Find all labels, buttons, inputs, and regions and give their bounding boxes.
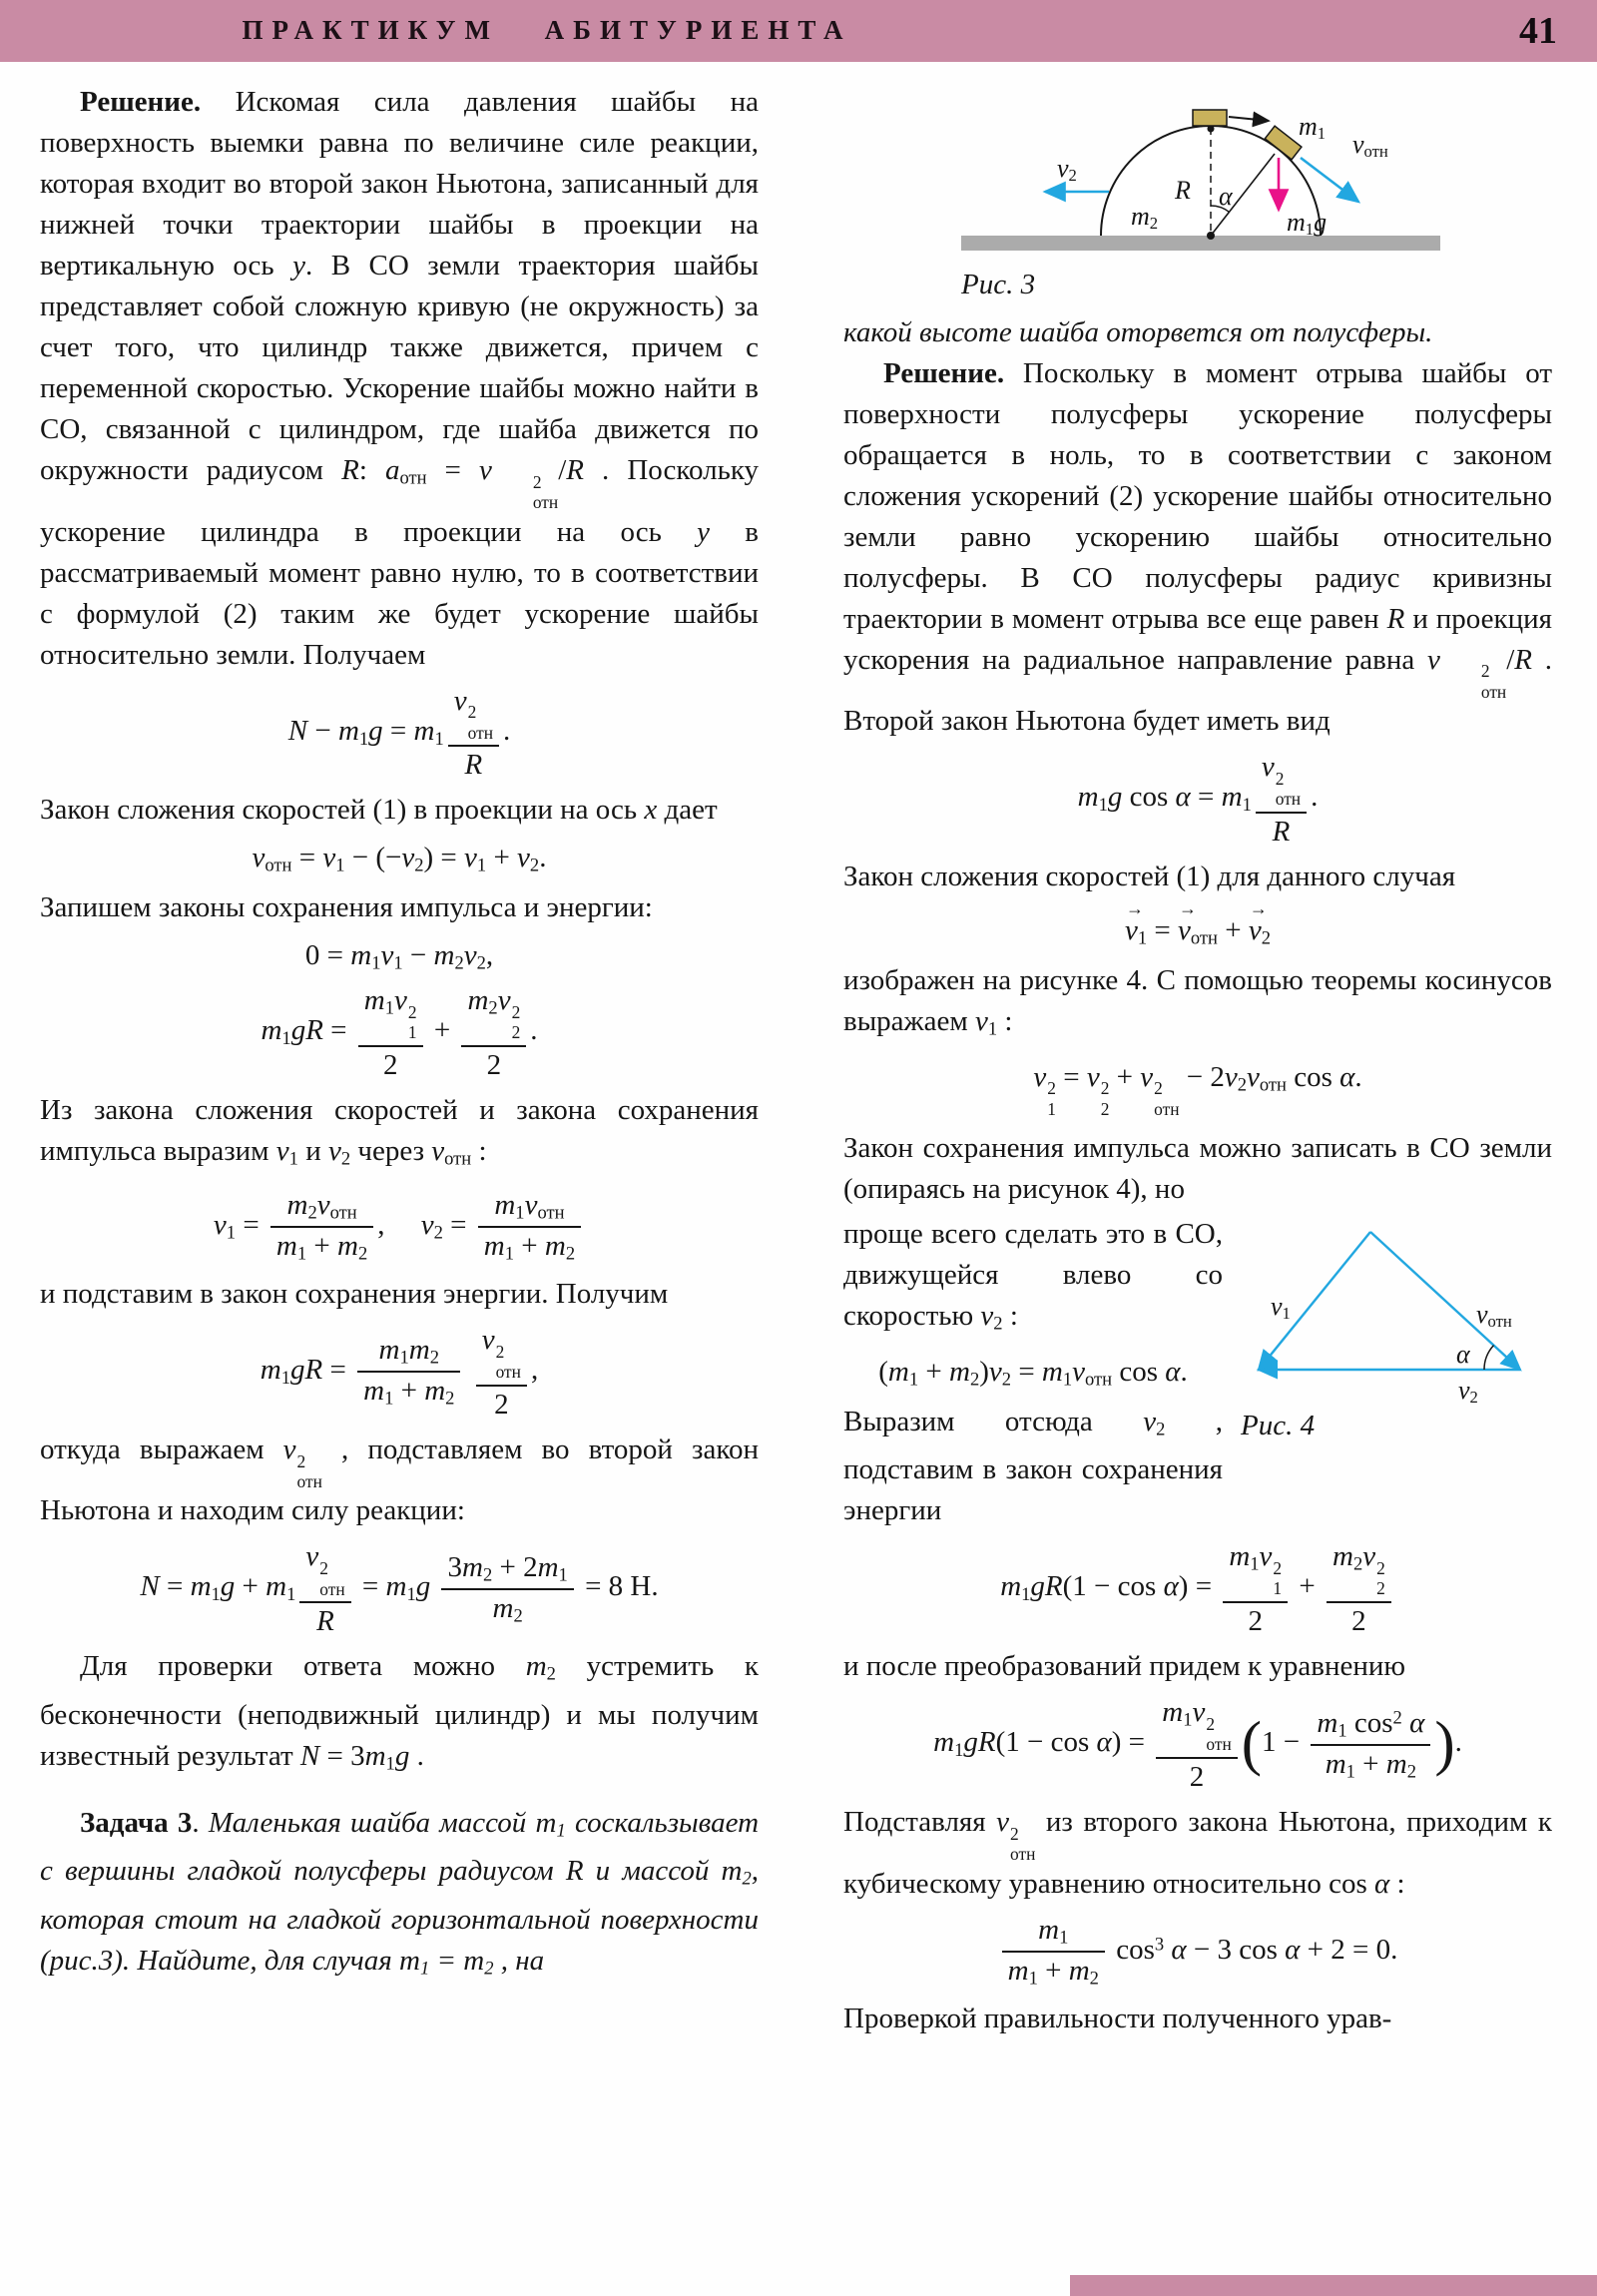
formula-momentum-conservation: $0 = m_1v_1 - m_2v_2$, [304, 939, 494, 974]
fig3-label-alpha: α [1219, 182, 1233, 211]
formula-transformed-equation: $m_1gR(1 - \cos \alpha)$ = $m_1v$ 2 отн 2 (1 − $\frac{m_1 \cos^2 \alpha}{m_1 + m_2}$ ). [933, 1696, 1462, 1793]
ground [961, 236, 1440, 251]
fig4-label-v1: $v_1$ [1271, 1292, 1291, 1324]
verification-paragraph: Для проверки ответа можно $m_2$ устремить к бесконечности (неподвижный цилиндр) и мы получим известный результат $N = 3m_1g$ . [40, 1650, 759, 1775]
fig3-label-R: R [1175, 176, 1191, 205]
left-column [40, 82, 759, 2039]
formula-newton-second-law: $N - m_1g = m_1$ v 2 отн R . [287, 684, 511, 781]
substitute-energy-paragraph: и подставим в закон сохранения энергии. Получим [40, 1278, 669, 1310]
velocity-addition-paragraph: Закон сложения скоростей (1) в проекции на ось x дает [40, 794, 718, 827]
figure-3-caption: Рис. 3 [961, 269, 1036, 300]
row-text [843, 1214, 1223, 1531]
fig3-label-m1g: $m_1g$ [1287, 208, 1328, 240]
formula-energy-conservation-angle: $m_1gR(1 - \cos \alpha)$ = $m_1v$ 2 1 2 + $m_2v$ 2 2 2 [843, 1541, 1552, 1636]
conservation-laws-paragraph: Запишем законы сохранения импульса и энергии: [40, 891, 653, 924]
formula-cubic-equation: $\frac{m_1}{m_1 + m_2}$ $\cos^3 \alpha - 3$ cos α + 2 = 0. [843, 1915, 1552, 1989]
solution2-intro-paragraph: Решение. Искомая сила давления шайбы на поверхность выемки равна по величине силе реакции, которая входит во второй закон Ньютона, записанный для нижней точки траектории шайбы в проекции на вертикальную ось y. В СО земли траектория шайбы представляет собой сложную кривую (не окружность) за счет того, что цилиндр также движется, причем с переменной скоростью. Ускорение шайбы можно найти в СО, связанной с цилиндром, где шайба движется по окружности радиусом R: $a_{отн} = v$ 2 отн /R . Поскольку ускорение цилиндра в проекции на ось y в рассматриваемый момент равно нулю, то в соответствии с формулой (2) таким же будет ускорение шайбы относительно земли. Получаем [40, 86, 760, 671]
header-title: ПРАКТИКУМ АБИТУРИЕНТА [242, 15, 852, 45]
formula-velocity-vectors: $v \to_1 = v \to_{отн} + v \to_2$ [843, 913, 1552, 950]
formula-velocity-addition: $v_{отн} = v_1 - (-v_2) = v_1 + v_2$. [252, 842, 547, 877]
reaction-force-paragraph: откуда выражаем v 2 отн , подставляем во второй закон Ньютона и находим силу реакции: [40, 1433, 760, 1527]
center-dot [1207, 232, 1215, 240]
after-transformations-paragraph: и после преобразований придем к уравнению [843, 1650, 1406, 1683]
problem-3-statement-continued: какой высоте шайба оторвется от полусферы. [843, 315, 1433, 348]
hemisphere-diagram [961, 88, 1440, 260]
fig3-label-v2: $v_2$ [1057, 154, 1077, 186]
page-number: 41 [1519, 10, 1557, 52]
problem-3-statement: Задача 3. Маленькая шайба массой $m_1$ соскальзывает с вершины гладкой полусферы радиусом R и массой $m_2$, которая стоит на гладкой горизонтальной поверхности (рис.3). Найдите, для случая $m_1 = m_2$ , на [40, 1806, 760, 1980]
momentum-co-paragraph-b: проще всего сделать это в СО, движущейся влево со скоростью $v_2$ : [843, 1218, 1223, 1335]
formula-cosine-theorem: v 2 1 = v 2 2 + v 2 отн − $2v_2v_{отн}$ cos α. [1033, 1060, 1362, 1119]
row-figure [1233, 1214, 1552, 1531]
cosine-theorem-paragraph: изображен на рисунке 4. С помощью теоремы косинусов выражаем $v_1$ : [843, 964, 1552, 1040]
formula-v1-v2-expressions: $v_1$ = $\frac{m_2v_{отн}}{m_1 + m_2}$ , $v_2$ = $\frac{m_1v_{отн}}{m_1 + m_2}$ [40, 1190, 759, 1264]
formula-reaction-force-result: $N = m_1g + m_1$ v 2 отн R = $m_1g$ $\frac{3m_2 + 2m_1}{m_2}$ = 8 Н. [140, 1540, 659, 1637]
momentum-co-paragraph-a: Закон сохранения импульса можно записать в СО земли (опираясь на рисунок 4), но [843, 1132, 1552, 1206]
express-velocities-paragraph: Из закона сложения скоростей и закона сохранения импульса выразим $v_1$ и $v_2$ через $v_{отн}$ : [40, 1094, 759, 1170]
figure-4-caption: Рис. 4 [1241, 1410, 1316, 1442]
votn-vector [1370, 1232, 1520, 1370]
closing-paragraph: Проверкой правильности полученного урав- [843, 2002, 1392, 2034]
puck-top [1193, 110, 1227, 126]
formula-energy-combined: $m_1gR$ = $\frac{m_1m_2}{m_1 + m_2}$ v 2 отн 2 , [260, 1324, 539, 1421]
figure-3 [961, 88, 1440, 260]
fig3-label-m1: $m_1$ [1299, 112, 1327, 144]
initial-push-arrow [1229, 117, 1269, 121]
express-v2-paragraph: Выразим отсюда $v_2$ , подставим в закон сохранения энергии [843, 1405, 1223, 1527]
angle-arc [1484, 1346, 1494, 1370]
fig4-label-votn: $v_{отн}$ [1476, 1300, 1512, 1332]
right-column [843, 82, 1552, 2039]
footer-pink-strip [1070, 2275, 1597, 2296]
cubic-equation-paragraph: Подставляя v 2 отн из второго закона Ньютона, приходим к кубическому уравнению относительно cos α : [843, 1806, 1552, 1900]
page-header [0, 0, 1597, 62]
fig4-label-alpha: α [1456, 1340, 1470, 1370]
content [40, 82, 1552, 2039]
text-figure-row [843, 1214, 1552, 1531]
figure-4 [1233, 1218, 1552, 1408]
solution3-intro-paragraph: Решение. Поскольку в момент отрыва шайбы от поверхности полусферы ускорение полусферы обращается в ноль, то в соответствии с законом сложения ускорений (2) ускорение шайбы относительно земли равно ускорению шайбы относительно полусферы. В СО полусферы радиус кривизны траектории в момент отрыва все еще равен R и проекция ускорения на радиальное направление равна v 2 отн /R . Второй закон Ньютона будет иметь вид [843, 356, 1553, 738]
formula-momentum-co: $(m_1 + m_2)v_2 = m_1v_{отн}$ cos α. [878, 1355, 1188, 1391]
apex-dot [1208, 126, 1215, 133]
fig3-label-m2: $m_2$ [1131, 202, 1159, 234]
fig4-label-v2: $v_2$ [1458, 1376, 1478, 1408]
formula-newton-radial: $m_1g$ $\cos \alpha = m_1$ v 2 отн R . [1077, 751, 1319, 848]
fig3-label-votn: $v_{отн}$ [1352, 130, 1388, 162]
formula-energy-conservation: $m_1gR$ = $m_1v$ 2 1 2 + $m_2v$ 2 2 2 . [261, 984, 538, 1081]
velocity-law-paragraph: Закон сложения скоростей (1) для данного случая [843, 861, 1456, 893]
